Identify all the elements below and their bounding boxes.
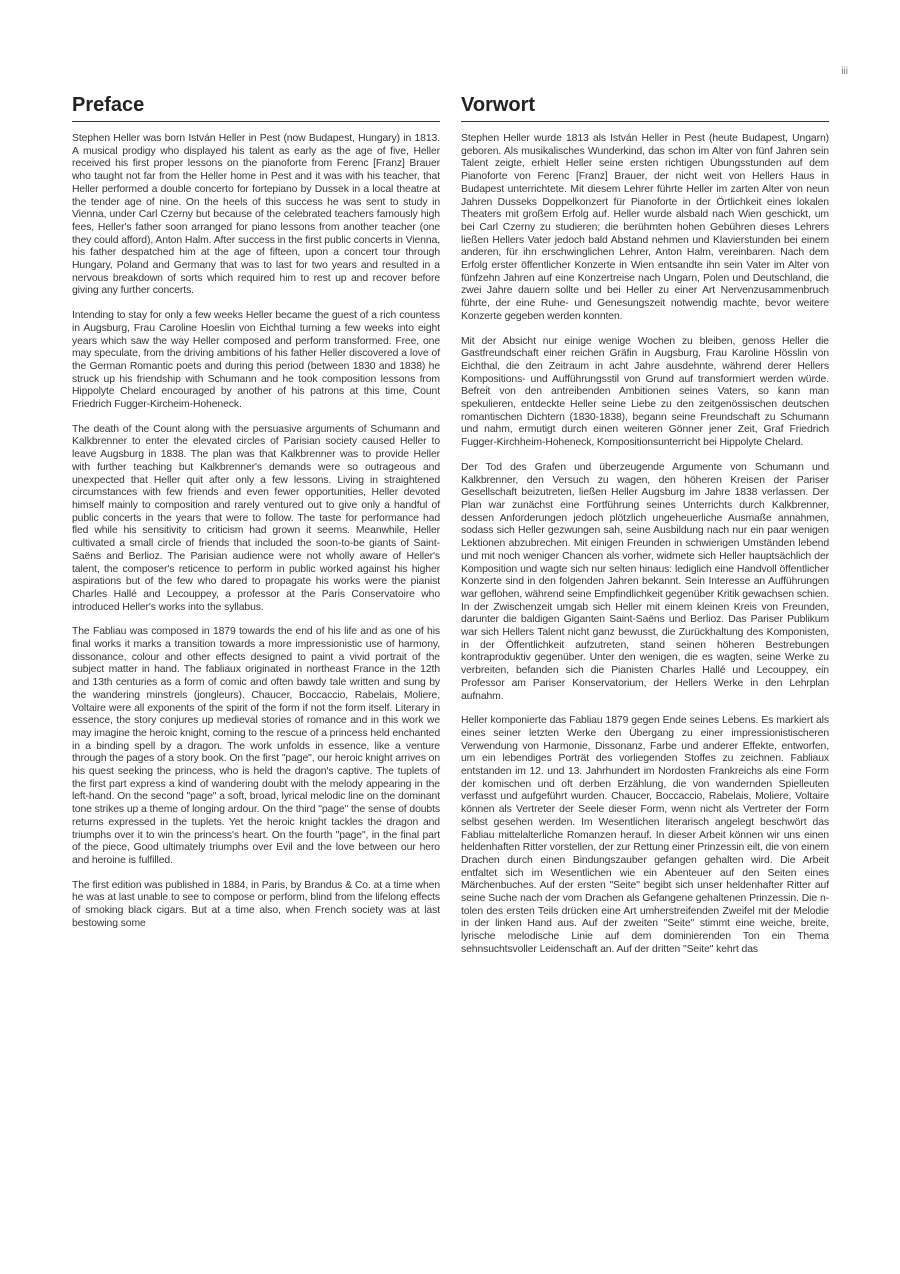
vorwort-column: [461, 92, 829, 969]
vorwort-paragraph: Mit der Absicht nur einige wenige Wochen zu bleiben, genoss Heller die Gastfreundschaft einer reichen Gräfin in Augsburg, Frau Karoline Hösslin von Eichthal, die den Zeitraum in acht Jahre ausdehnte, während derer Hellers Kompositions- und Aufführungsstil von Grund auf transformiert werden würde. Befreit von den antreibenden Ambitionen seines Vaters, so kann man spekulieren, entdeckte Heller seine Liebe zu den zeitgenössischen deutschen romantischen Dichtern (1830-1838), begann seine Freundschaft zu Schumann und nahm, ermutigt durch einen weiteren Gönner jener Zeit, Graf Friedrich Fugger-Kirchheim-Hoheneck, Kompositionsunterricht bei Hippolyte Chelard.: [461, 335, 829, 449]
preface-paragraph: Stephen Heller was born István Heller in Pest (now Budapest, Hungary) in 1813. A musical prodigy who displayed his talent as early as the age of five, Heller received his first proper lessons on the pianoforte from Ferenc [Franz] Brauer who taught not far from the Heller home in Pest and it was with his teacher, that Heller performed a double concerto for fortepiano by Dussek in a local theatre at the tender age of nine. On the heels of this success he was sent to study in Vienna, under Carl Czerny but because of the celebrated teachers famously high fees, Heller's father soon arranged for piano lessons from another teacher (one they could afford), Anton Halm. After success in the first public concerts in Vienna, his father despatched him at the age of fifteen, upon a concert tour through Hungary, Poland and Germany that was to last for two years and resulted in a nervous breakdown of sorts which required him to rest up and recover before giving any further concerts.: [72, 133, 440, 297]
vorwort-paragraph: Der Tod des Grafen und überzeugende Argumente von Schumann und Kalkbrenner, den Versuch zu wagen, den höheren Kreisen der Pariser Gesellschaft beizutreten, ließen Heller Augsburg im Jahre 1838 verlassen. Der Plan war zunächst eine Fortführung seines Unterrichts durch Kalkbrenner, dessen Anforderungen jedoch plötzlich ungeheuerliche Ausmaße annahmen, sodass sich Heller gezwungen sah, seine Ausbildung nach nur ein paar wenigen Lektionen abzubrechen. Mit einigen Freunden in schwierigen Umständen lebend und mit noch weniger Chancen als vorher, widmete sich Heller hauptsächlich der Komposition und wagte sich nur selten hinaus: lediglich eine Handvoll öffentlicher Konzerte sind in den folgenden Jahren bekannt. Sein Interesse an Aufführungen war geflohen, während seine Empfindlichkeit gegenüber Kritik gewachsen schien. In der Zwischenzeit umgab sich Heller mit einem kleinen Kreis von Freunden, darunter die baldigen Giganten Saint-Saëns und Berlioz. Das Pariser Publikum war sich Hellers Talent nicht ganz bewusst, die Zurückhaltung des Komponisten, in der Öffentlichkeit aufzutreten, stand seinen höheren Bestrebungen kontraproduktiv gegenüber. Unter den wenigen, die es wagten, seine Werke zu verbreiten, befanden sich die Pianisten Charles Hallé und Lecouppey, ein Professor am Pariser Konservatorium, der Hellers Werke in den Lehrplan aufnahm.: [461, 461, 829, 702]
vorwort-paragraph: Heller komponierte das Fabliau 1879 gegen Ende seines Lebens. Es markiert als eines seiner letzten Werke den Übergang zu einer impressionistischeren Verwendung von Harmonie, Dissonanz, Farbe und anderer Effekte, entworfen, um ein lebendiges Porträt des vorliegenden Stoffes zu zeichnen. Fabliaux entstanden im 12. und 13. Jahrhundert im Nordosten Frankreichs als eine Form der komischen und oft derben Erzählung, die von wandernden Spielleuten verfasst und aufgeführt wurden. Chaucer, Boccaccio, Rabelais, Moliere, Voltaire können als Vertreter der Seele dieser Form, wenn nicht als Vertreter der Form selbst gesehen werden. Im Wesentlichen literarisch angelegt beschwört das Fabliau mittelalterliche Romanzen herauf. In dieser Arbeit können wir uns einen heldenhaften Ritter vorstellen, der zur Rettung einer Prinzessin eilt, die von einem Drachen durch einen Bindungszauber gefangen gehalten wird. Die Arbeit entfaltet sich im Wesentlichen wie ein Abenteuer auf den Seiten eines Märchenbuches. Auf der ersten "Seite" begibt sich unser heldenhafter Ritter auf seine Suche nach der vom Drachen als Gefangene gehaltenen Prinzessin. Die n-tolen des ersten Teils drücken eine Art umherstreifenden Zweifel mit der Melodie in der linken Hand aus. Auf der zweiten "Seite" stimmt eine weiche, breite, lyrische melodische Linie auf dem dominierenden Ton ein Thema sehnsuchtsvoller Leidenschaft an. Auf der dritten "Seite" kehrt das: [461, 715, 829, 955]
vorwort-heading: Vorwort: [461, 92, 829, 122]
preface-paragraph: The Fabliau was composed in 1879 towards the end of his life and as one of his final works it marks a transition towards a more impressionistic use of harmony, dissonance, colour and other effects designed to paint a vivid portrait of the subject matter in hand. The fabliaux originated in northeast France in the 12th and 13th centuries as a form of comic and often bawdy tale written and sung by the wandering minstrels (jongleurs). Chaucer, Boccaccio, Rabelais, Moliere, Voltaire were all exponents of the spirit of the form if not the form itself. Literary in essence, the story conjures up medieval stories of romance and in this work we may imagine the heroic knight, coming to the rescue of a princess held enchanted in a binding spell by a dragon. The work unfolds in essence, like a venture through the pages of a story book. On the first "page", our heroic knight arrives on his quest seeking the princess, who is held the dragon's captive. The tuplets of the first part express a kind of wandering doubt with the melody appearing in the left-hand. On the second "page" a soft, broad, lyrical melodic line on the dominant tone strikes up a theme of longing ardour. On the third "page" the sense of doubts returns expressed in the tuplets. Yet the heroic knight tackles the dragon and triumphs over it to win the princess's heart. On the fourth "page", in the final part of the piece, Good ultimately triumphs over Evil and the love between our hero and heroine is fulfilled.: [72, 626, 441, 866]
preface-paragraph: The first edition was published in 1884, in Paris, by Brandus & Co. at a time when he was at last unable to see to compose or perform, blind from the lifelong effects of smoking black cigars. But at a time also, when French society was at last bestowing some: [72, 879, 440, 929]
preface-paragraph: Intending to stay for only a few weeks Heller became the guest of a rich countess in Augsburg, Frau Caroline Hoeslin von Eichthal turning a few weeks into eight years which saw the way Heller composed and perform transformed. Free, one may speculate, from the driving ambitions of his father Heller discovered a love of the German Romantic poets and during this period (between 1830 and 1838) he struck up his friendship with Schumann and he took composition lessons from Hippolyte Chelard encouraged by another of his patrons at this time, Count Friedrich Fugger-Kircheim-Hoheneck.: [72, 310, 440, 411]
vorwort-body: [461, 133, 829, 957]
preface-heading: Preface: [72, 92, 440, 122]
preface-column: [72, 92, 440, 942]
page-number: iii: [841, 66, 848, 77]
preface-paragraph: The death of the Count along with the persuasive arguments of Schumann and Kalkbrenner to enter the elevated circles of Parisian society caused Heller to leave Augsburg in 1838. The plan was that Kalkbrenner was to provide Heller with further teaching but Kalkbrenner's demands were so outrageous and unexpected that Heller quit after only a few lessons. Living in straightened circumstances with few friends and even fewer opportunities, Heller devoted himself mainly to composition and rarely ventured out to give only a handful of public concerts in the years that were to follow. The taste for performance had fled while his sensitivity to criticism had grown it seems. Meanwhile, Heller cultivated a small circle of friends that included the soon-to-be giants of Saint-Saëns and Berlioz. The Parisian audience were not wholly aware of Heller's talent, the composer's reticence to perform in public worked against his higher aspirations but of the few who dared to propagate his works were the pianist Charles Hallé and Lecouppey, a professor at the Paris Conservatoire who introduced Heller's works into the syllabus.: [72, 423, 440, 613]
preface-body: [72, 133, 440, 930]
vorwort-paragraph: Stephen Heller wurde 1813 als István Heller in Pest (heute Budapest, Ungarn) geboren. Als musikalisches Wunderkind, das schon im Alter von fünf Jahren sein Talent zeigte, erhielt Heller seine ersten richtigen Übungsstunden auf dem Pianoforte von Ferenc [Franz] Brauer, der nicht weit von Hellers Haus in Budapest unterrichtete. Mit diesem Lehrer führte Heller im zarten Alter von neun Jahren Dusseks Doppelkonzert für Pianoforte in der Örtlichkeit eines lokalen Theaters mit großem Erfolg auf. Heller wurde alsbald nach Wien geschickt, um bei Carl Czerny zu studieren; die berühmten hohen Gebühren dieses Lehrers ließen Hellers Vater jedoch bald Abstand nehmen und Klavierstunden bei einem anderen, für ihn erschwinglichen Lehrer, Anton Halm, vereinbaren. Nach dem Erfolg erster öffentlicher Konzerte in Wien entsandte ihn sein Vater im Alter von fünfzehn Jahren auf eine Konzertreise nach Ungarn, Polen und Deutschland, die zwei Jahre dauern sollte und bei Heller zu einer Art Nervenzusammenbruch führte, der eine Ruhe- und Genesungszeit notwendig machte, bevor weitere Konzerte gegeben werden konnten.: [461, 133, 829, 322]
